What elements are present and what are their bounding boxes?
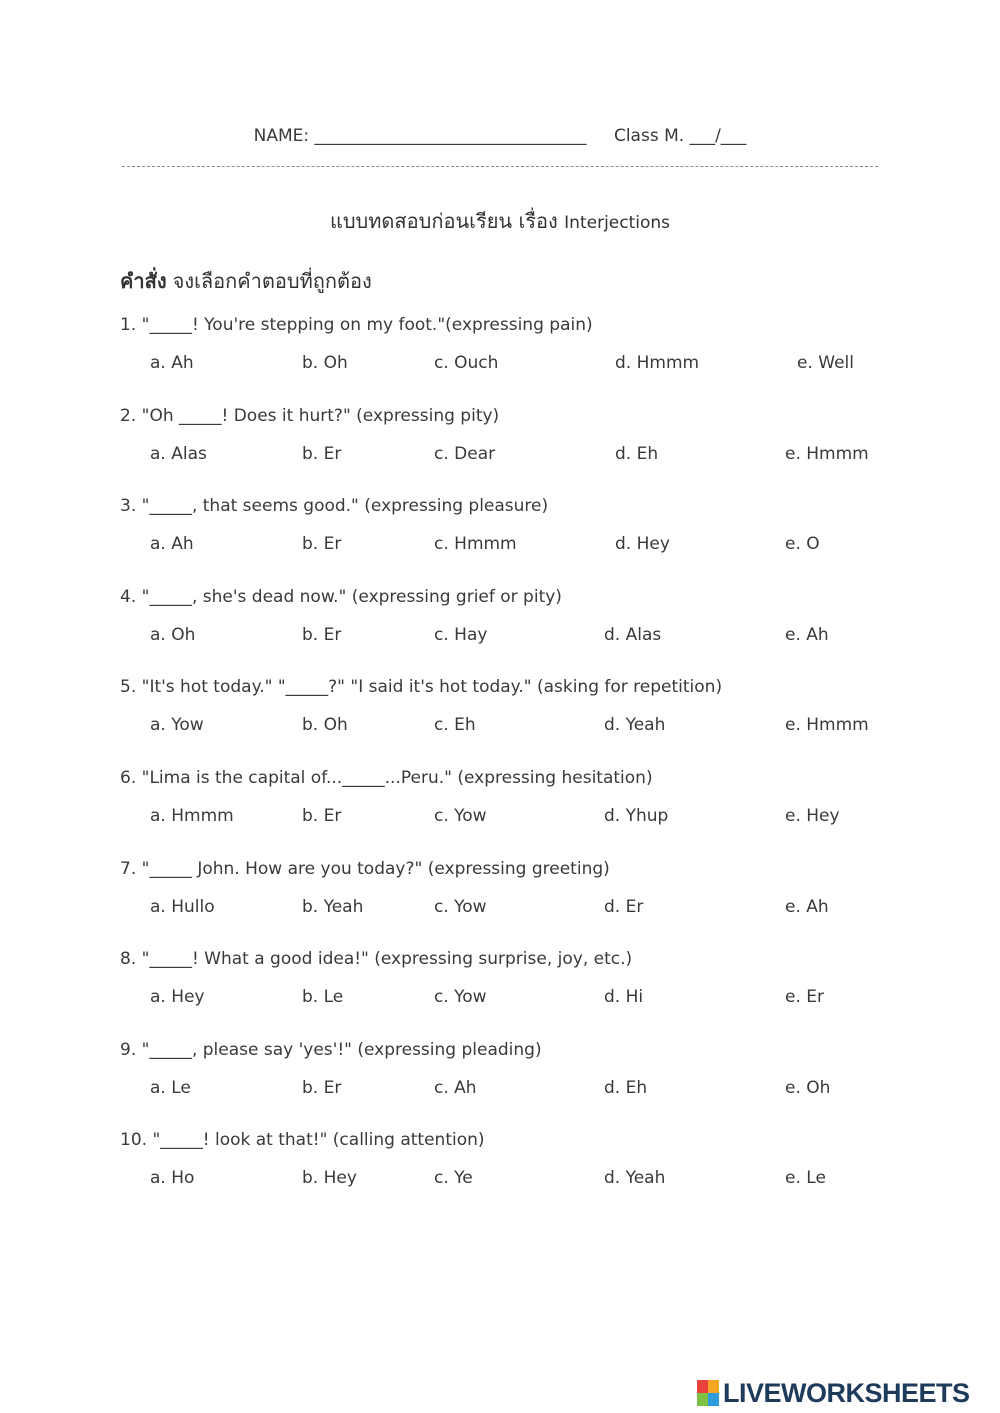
answer-option-a[interactable]: a. Alas bbox=[150, 443, 207, 464]
question-text: 4. "_____, she's dead now." (expressing grief or pity) bbox=[120, 586, 562, 607]
answer-option-e[interactable]: e. Hmmm bbox=[785, 715, 869, 736]
answer-option-a[interactable]: a. Hullo bbox=[150, 896, 215, 917]
question-3 bbox=[0, 496, 1000, 586]
question-9 bbox=[0, 1040, 1000, 1130]
answer-option-e[interactable]: e. Well bbox=[797, 353, 854, 373]
answer-option-d[interactable]: d. Hi bbox=[604, 987, 644, 1008]
question-4 bbox=[0, 587, 1000, 677]
answer-option-a[interactable]: a. Ah bbox=[150, 534, 194, 555]
answer-option-b[interactable]: b. Er bbox=[302, 624, 342, 645]
question-2 bbox=[0, 406, 1000, 496]
answer-option-c[interactable]: c. Hmmm bbox=[434, 534, 517, 555]
question-5 bbox=[0, 677, 1000, 767]
question-7 bbox=[0, 859, 1000, 949]
answer-option-a[interactable]: a. Oh bbox=[150, 624, 196, 645]
answer-option-e[interactable]: e. Ah bbox=[785, 624, 829, 645]
answer-option-b[interactable]: b. Hey bbox=[302, 1168, 357, 1189]
title-thai: แบบทดสอบก่อนเรียน เรื่อง bbox=[329, 209, 558, 233]
answer-option-d[interactable]: d. Yeah bbox=[604, 1168, 666, 1189]
header-line bbox=[0, 126, 1000, 146]
answer-option-c[interactable]: c. Yow bbox=[434, 987, 487, 1008]
answer-option-a[interactable]: a. Ah bbox=[150, 353, 194, 373]
answer-option-b[interactable]: b. Oh bbox=[302, 353, 348, 373]
answer-option-c[interactable]: c. Ah bbox=[434, 1077, 477, 1098]
question-text: 2. "Oh _____! Does it hurt?" (expressing pity) bbox=[120, 405, 500, 426]
question-text: 7. "_____ John. How are you today?" (expressing greeting) bbox=[120, 858, 610, 879]
answer-option-e[interactable]: e. O bbox=[785, 534, 820, 555]
answer-option-e[interactable]: e. Hmmm bbox=[785, 443, 869, 464]
question-text: 9. "_____, please say 'yes'!" (expressing pleading) bbox=[120, 1039, 542, 1060]
question-8 bbox=[0, 949, 1000, 1039]
answer-option-e[interactable]: e. Le bbox=[785, 1168, 826, 1189]
name-field[interactable]: NAME: ________________________________ bbox=[253, 126, 587, 146]
answer-option-e[interactable]: e. Oh bbox=[785, 1077, 831, 1098]
question-text: 3. "_____, that seems good." (expressing pleasure) bbox=[120, 496, 549, 517]
question-6 bbox=[0, 768, 1000, 858]
answer-option-a[interactable]: a. Le bbox=[150, 1077, 191, 1098]
answer-option-c[interactable]: c. Ye bbox=[434, 1168, 473, 1189]
answer-option-e[interactable]: e. Hey bbox=[785, 806, 840, 826]
question-text: 6. "Lima is the capital of..._____...Peru." (expressing hesitation) bbox=[120, 768, 653, 788]
answer-option-c[interactable]: c. Dear bbox=[434, 443, 496, 464]
answer-option-a[interactable]: a. Hmmm bbox=[150, 806, 234, 826]
answer-option-c[interactable]: c. Yow bbox=[434, 806, 487, 826]
answer-option-c[interactable]: c. Yow bbox=[434, 896, 487, 917]
answer-option-c[interactable]: c. Ouch bbox=[434, 353, 499, 373]
answer-option-c[interactable]: c. Eh bbox=[434, 715, 476, 736]
instruction-text: จงเลือกคำตอบที่ถูกต้อง bbox=[172, 269, 372, 293]
answer-option-d[interactable]: d. Eh bbox=[604, 1077, 648, 1098]
answer-option-b[interactable]: b. Er bbox=[302, 806, 342, 826]
answer-option-d[interactable]: d. Hmmm bbox=[615, 353, 700, 373]
logo-text: LIVEWORKSHEETS bbox=[723, 1377, 970, 1408]
answer-option-d[interactable]: d. Yhup bbox=[604, 806, 669, 826]
answer-option-b[interactable]: b. Er bbox=[302, 443, 342, 464]
answer-option-b[interactable]: b. Le bbox=[302, 987, 344, 1008]
instruction-label: คำสั่ง bbox=[120, 269, 167, 293]
answer-option-d[interactable]: d. Yeah bbox=[604, 715, 666, 736]
instruction bbox=[120, 265, 372, 297]
answer-option-d[interactable]: d. Alas bbox=[604, 624, 662, 645]
class-field[interactable]: Class M. ___/___ bbox=[613, 126, 747, 146]
question-1 bbox=[0, 315, 1000, 405]
answer-option-e[interactable]: e. Er bbox=[785, 987, 824, 1008]
question-text: 1. "_____! You're stepping on my foot."(expressing pain) bbox=[120, 315, 593, 335]
page-title bbox=[0, 205, 1000, 237]
logo-mark-icon bbox=[697, 1380, 719, 1406]
answer-option-d[interactable]: d. Eh bbox=[615, 443, 659, 464]
logo-square-blue bbox=[708, 1393, 719, 1406]
title-english: Interjections bbox=[564, 213, 671, 233]
answer-option-a[interactable]: a. Yow bbox=[150, 715, 204, 736]
answer-option-d[interactable]: d. Hey bbox=[615, 534, 670, 555]
question-text: 8. "_____! What a good idea!" (expressing surprise, joy, etc.) bbox=[120, 949, 633, 970]
answer-option-a[interactable]: a. Ho bbox=[150, 1168, 195, 1189]
logo-square-red bbox=[697, 1380, 708, 1393]
logo-square-orange bbox=[708, 1380, 719, 1393]
answer-option-d[interactable]: d. Er bbox=[604, 896, 644, 917]
answer-option-e[interactable]: e. Ah bbox=[785, 896, 829, 917]
question-10 bbox=[0, 1130, 1000, 1220]
question-text: 5. "It's hot today." "_____?" "I said it's hot today." (asking for repetition) bbox=[120, 677, 723, 698]
question-text: 10. "_____! look at that!" (calling attention) bbox=[120, 1130, 485, 1151]
logo-square-green bbox=[697, 1393, 708, 1406]
answer-option-a[interactable]: a. Hey bbox=[150, 987, 205, 1008]
answer-option-b[interactable]: b. Yeah bbox=[302, 896, 364, 917]
answer-option-b[interactable]: b. Oh bbox=[302, 715, 348, 736]
answer-option-c[interactable]: c. Hay bbox=[434, 624, 488, 645]
answer-option-b[interactable]: b. Er bbox=[302, 534, 342, 555]
divider bbox=[122, 166, 878, 167]
liveworksheets-logo bbox=[697, 1378, 970, 1408]
answer-option-b[interactable]: b. Er bbox=[302, 1077, 342, 1098]
